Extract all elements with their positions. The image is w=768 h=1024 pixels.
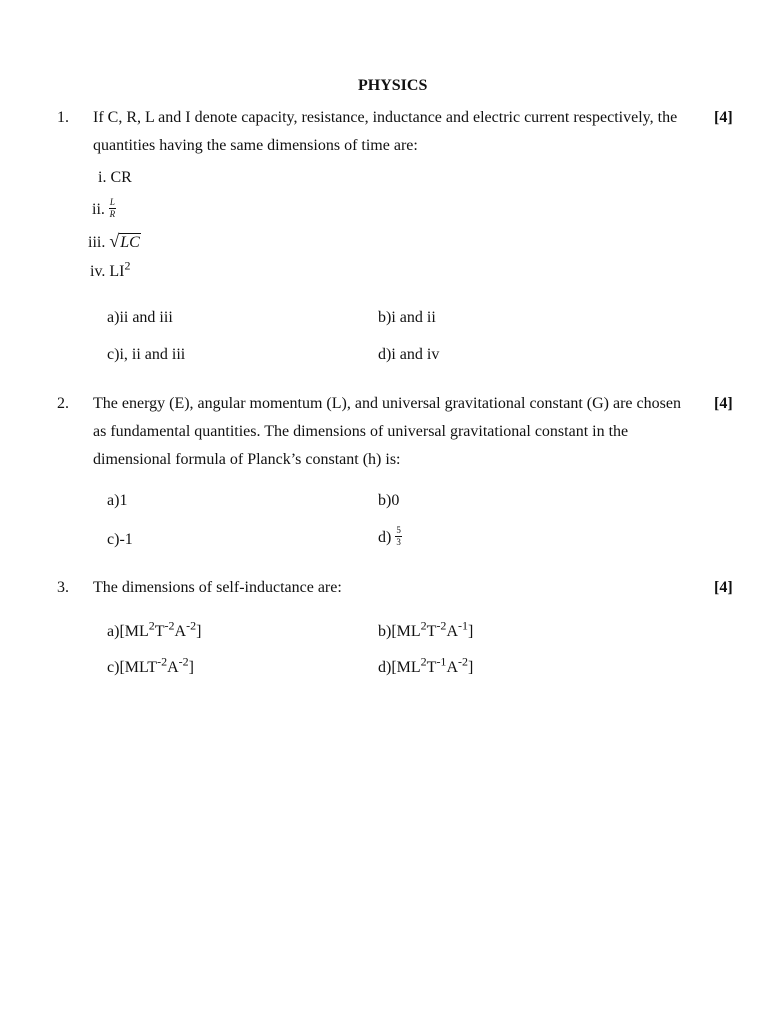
fraction-numerator: 5: [396, 525, 401, 535]
question-marks: [4]: [714, 579, 733, 596]
formula-part: ]: [188, 659, 194, 676]
option-text: i and ii: [391, 309, 436, 326]
formula-exponent: 2: [420, 618, 427, 633]
option-d[interactable]: [378, 525, 402, 549]
option-text: 0: [391, 492, 400, 509]
radicand: LC: [120, 234, 140, 251]
fraction-numerator: L: [109, 197, 115, 207]
option-text: -1: [119, 531, 133, 548]
option-label: d): [378, 659, 392, 676]
option-c[interactable]: [107, 532, 133, 548]
fraction-l-over-r: [109, 198, 116, 219]
option-text: ii and iii: [119, 309, 173, 326]
option-label: c): [107, 346, 120, 363]
option-d[interactable]: [378, 347, 439, 363]
option-label: b): [378, 623, 392, 640]
option-label: c): [107, 659, 120, 676]
option-d[interactable]: [378, 654, 474, 676]
option-label: b): [378, 309, 392, 326]
formula-exponent: -1: [458, 618, 468, 633]
formula-exponent: -2: [458, 654, 468, 669]
option-label: b): [378, 492, 392, 509]
statement-label: ii.: [92, 201, 105, 219]
formula-part: T: [154, 623, 165, 640]
formula-exponent: -2: [164, 618, 175, 633]
radical-sign-icon: √: [109, 231, 120, 251]
option-a[interactable]: [107, 493, 127, 509]
formula-part: T: [426, 659, 437, 676]
question-text: The energy (E), angular momentum (L), and universal gravitational constant (G) are chosen as fundamental quantities. The dimensions of universal gravitational constant in the dimensional formula of Planck’s constant (h) is:: [93, 395, 681, 468]
formula-exponent: -2: [157, 654, 168, 669]
option-label: c): [107, 531, 120, 548]
formula-part: A: [174, 623, 187, 640]
option-a[interactable]: [107, 310, 173, 326]
page-title: PHYSICS: [358, 77, 428, 94]
question-number: 1.: [57, 109, 69, 126]
option-c[interactable]: [107, 347, 185, 363]
statement-iv: [90, 258, 131, 280]
formula-part: [ML: [391, 659, 421, 676]
fraction-five-thirds: [395, 526, 402, 547]
statement-base: LI: [109, 263, 125, 280]
square-root: [109, 232, 140, 251]
statement-iii: [88, 232, 141, 251]
formula-exponent: 2: [148, 618, 155, 633]
formula-exponent: -2: [186, 618, 197, 633]
formula-exponent: -2: [436, 618, 447, 633]
formula-part: A: [446, 623, 458, 640]
question-text: If C, R, L and I denote capacity, resistance, inductance and electric current respectively, the quantities having the same dimensions of time are:: [93, 109, 678, 154]
formula-part: T: [426, 623, 437, 640]
statement-label: iii.: [88, 234, 106, 251]
question-marks: [4]: [714, 109, 733, 126]
formula-part: ]: [196, 623, 202, 640]
statement-label: i.: [98, 169, 107, 186]
formula-part: [ML: [119, 623, 149, 640]
statement-text: CR: [110, 169, 132, 186]
question-text: The dimensions of self-inductance are:: [93, 579, 342, 596]
formula-part: [ML: [391, 623, 421, 640]
statement-exponent: 2: [124, 258, 131, 273]
formula-exponent: 2: [420, 654, 427, 669]
option-label: a): [107, 309, 120, 326]
option-label: d): [378, 529, 392, 547]
formula-part: ]: [468, 659, 474, 676]
formula-exponent: -1: [436, 654, 447, 669]
statement-i: [98, 170, 132, 186]
statement-ii: [92, 197, 116, 221]
option-text: 1: [119, 492, 128, 509]
statement-label: iv.: [90, 263, 106, 280]
option-text: i and iv: [391, 346, 440, 363]
formula-part: ]: [468, 623, 474, 640]
question-number: 3.: [57, 579, 69, 596]
formula-part: A: [446, 659, 458, 676]
fraction-denominator: 3: [396, 537, 401, 547]
formula-part: A: [167, 659, 179, 676]
option-b[interactable]: [378, 493, 399, 509]
option-label: d): [378, 346, 392, 363]
option-label: a): [107, 492, 120, 509]
option-c[interactable]: [107, 654, 194, 676]
formula-exponent: -2: [178, 654, 189, 669]
formula-part: [MLT: [119, 659, 158, 676]
option-label: a): [107, 623, 120, 640]
option-a[interactable]: [107, 618, 202, 640]
question-marks: [4]: [714, 395, 733, 412]
fraction-denominator: R: [109, 209, 116, 219]
option-b[interactable]: [378, 310, 436, 326]
option-b[interactable]: [378, 618, 474, 640]
option-text: i, ii and iii: [119, 346, 186, 363]
question-number: 2.: [57, 395, 69, 412]
